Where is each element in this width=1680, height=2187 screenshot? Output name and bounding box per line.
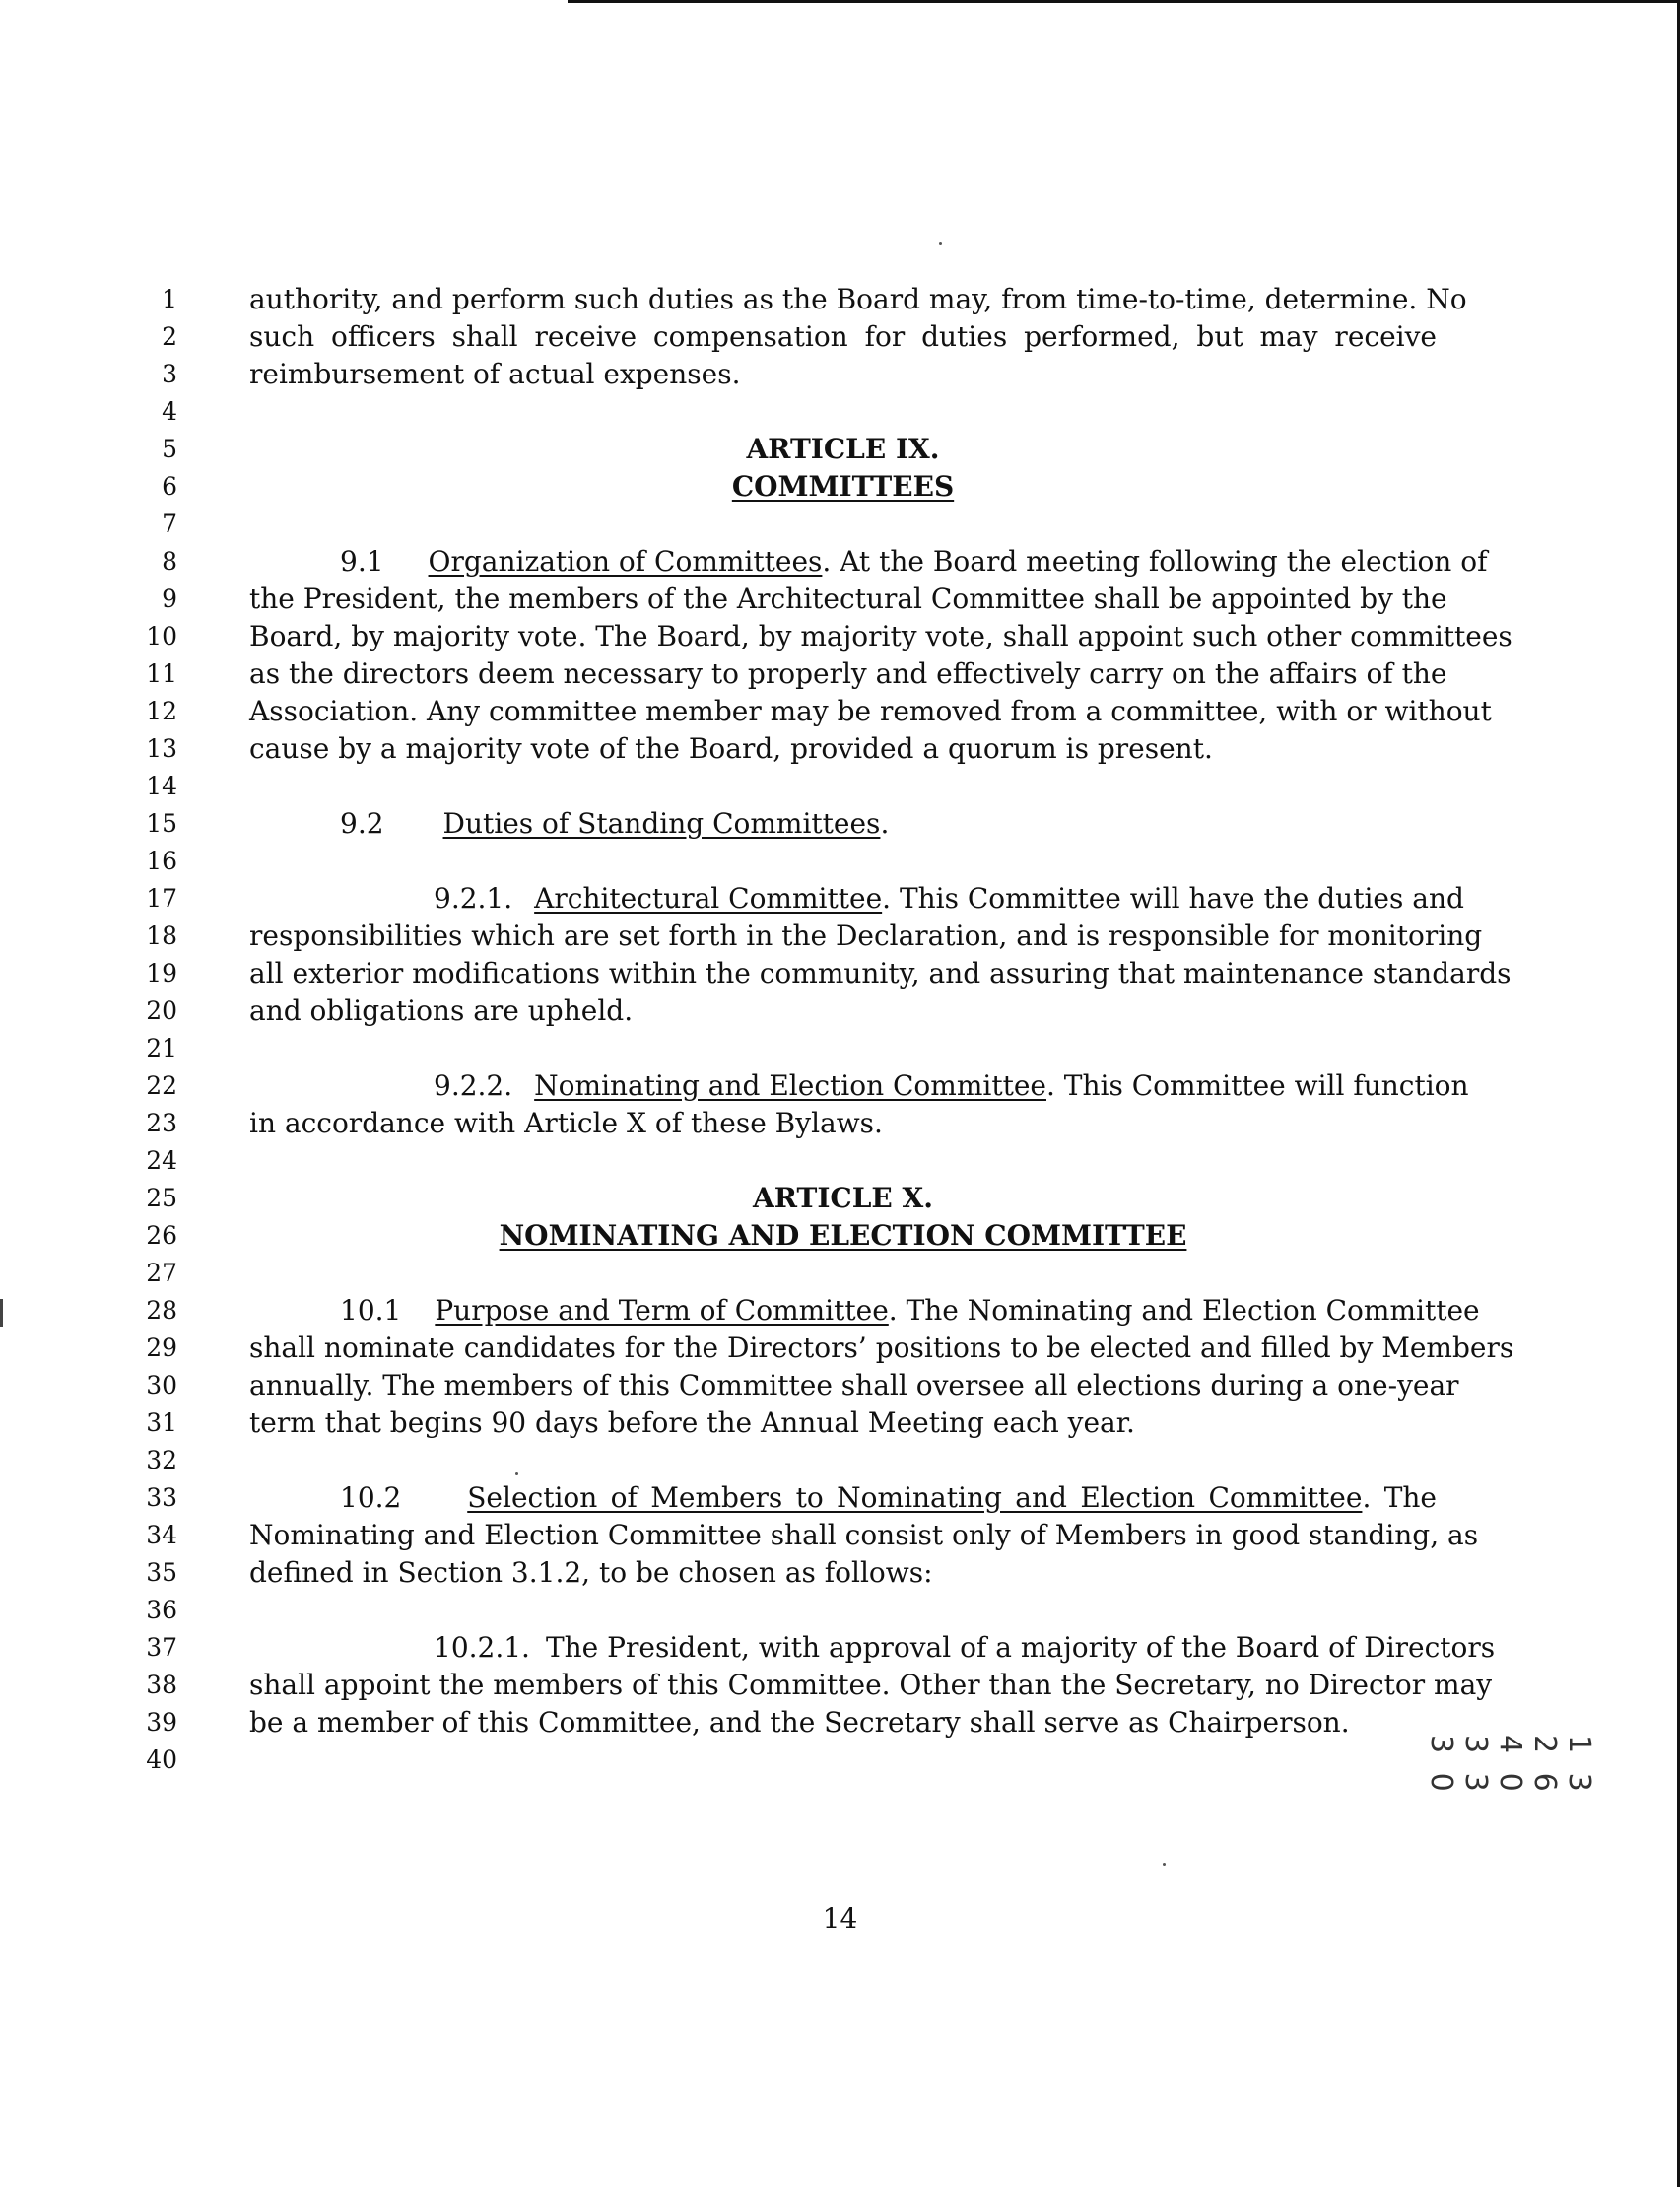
line-number: 3 bbox=[162, 360, 177, 388]
line-number: 10 bbox=[146, 622, 177, 650]
line-number: 39 bbox=[146, 1708, 177, 1737]
line-number: 7 bbox=[162, 510, 177, 538]
para-line: term that begins 90 days before the Annual Meeting each year. bbox=[249, 1406, 1135, 1439]
line-number: 27 bbox=[146, 1259, 177, 1287]
para-line: in accordance with Article X of these Bylaws. bbox=[249, 1107, 883, 1139]
line-number: 9 bbox=[162, 584, 177, 613]
article-10-title: NOMINATING AND ELECTION COMMITTEE bbox=[499, 1219, 1187, 1252]
line-number: 11 bbox=[146, 659, 177, 688]
line-number: 17 bbox=[146, 884, 177, 913]
section-heading: Duties of Standing Committees bbox=[442, 807, 881, 840]
line-number: 8 bbox=[162, 547, 177, 576]
line-number: 4 bbox=[162, 397, 177, 426]
line-number: 33 bbox=[146, 1483, 177, 1512]
section-9-2-line: 9.2 Duties of Standing Committees. bbox=[340, 807, 890, 840]
para-line: annually. The members of this Committee shall oversee all elections during a one-year bbox=[249, 1369, 1459, 1401]
para-line: and obligations are upheld. bbox=[249, 994, 634, 1027]
para-line: as the directors deem necessary to properly and effectively carry on the affairs of the bbox=[249, 657, 1447, 690]
section-number: 9.2.1. bbox=[434, 882, 513, 915]
line-number: 2 bbox=[162, 322, 177, 351]
line-number: 19 bbox=[146, 959, 177, 988]
side-stamp-number: 1 3 2 6 4 0 3 3 3 0 bbox=[1424, 1735, 1596, 1797]
line-number: 14 bbox=[146, 772, 177, 800]
article-9-title: COMMITTEES bbox=[731, 470, 955, 503]
line-number: 40 bbox=[146, 1745, 177, 1774]
line-number: 35 bbox=[146, 1558, 177, 1587]
line-number: 23 bbox=[146, 1109, 177, 1137]
para-line: such officers shall receive compensation for duties performed, but may receive bbox=[249, 320, 1437, 353]
line-number: 25 bbox=[146, 1184, 177, 1212]
section-9-2-2-line-1: 9.2.2. Nominating and Election Committee. This Committee will function bbox=[434, 1069, 1469, 1102]
para-line: be a member of this Committee, and the Secretary shall serve as Chairperson. bbox=[249, 1706, 1350, 1739]
para-line: Nominating and Election Committee shall consist only of Members in good standing, as bbox=[249, 1519, 1479, 1551]
section-10-2-1-line-1: 10.2.1. The President, with approval of a majority of the Board of Directors bbox=[434, 1631, 1496, 1664]
para-line: shall nominate candidates for the Directors’ positions to be elected and filled by Members bbox=[249, 1332, 1514, 1364]
line-number: 21 bbox=[146, 1034, 177, 1062]
section-9-2-1-line-1: 9.2.1. Architectural Committee. This Committee will have the duties and bbox=[434, 882, 1464, 915]
line-number: 24 bbox=[146, 1146, 177, 1175]
para-line: Board, by majority vote. The Board, by majority vote, shall appoint such other committees bbox=[249, 620, 1512, 652]
section-number: 10.2.1. bbox=[434, 1631, 530, 1664]
line-number: 13 bbox=[146, 734, 177, 763]
section-9-1-line-1: 9.1 Organization of Committees. At the Board meeting following the election of bbox=[340, 545, 1488, 578]
section-heading: Architectural Committee bbox=[534, 882, 883, 915]
section-heading: Selection of Members to Nominating and Election Committee bbox=[467, 1481, 1363, 1514]
line-number: 36 bbox=[146, 1596, 177, 1624]
section-10-2-line-1: 10.2 Selection of Members to Nominating and Election Committee. The bbox=[340, 1481, 1437, 1514]
scan-speck bbox=[939, 242, 942, 245]
article-10-number: ARTICLE X. bbox=[753, 1182, 933, 1214]
line-number: 20 bbox=[146, 996, 177, 1025]
line-number: 1 bbox=[162, 285, 177, 313]
line-number: 34 bbox=[146, 1521, 177, 1549]
article-9-number: ARTICLE IX. bbox=[746, 433, 940, 465]
para-line: all exterior modifications within the community, and assuring that maintenance standards bbox=[249, 957, 1512, 990]
line-number: 32 bbox=[146, 1446, 177, 1474]
line-number: 5 bbox=[162, 435, 177, 463]
line-number: 12 bbox=[146, 697, 177, 725]
line-number: 6 bbox=[162, 472, 177, 501]
line-number: 16 bbox=[146, 847, 177, 875]
para-line: authority, and perform such duties as the Board may, from time-to-time, determine. No bbox=[249, 283, 1467, 315]
para-line: the President, the members of the Architectural Committee shall be appointed by the bbox=[249, 582, 1447, 615]
section-heading: Purpose and Term of Committee bbox=[435, 1294, 889, 1327]
line-number: 26 bbox=[146, 1221, 177, 1250]
line-number: 15 bbox=[146, 809, 177, 838]
line-number: 30 bbox=[146, 1371, 177, 1400]
section-10-1-line-1: 10.1 Purpose and Term of Committee. The Nominating and Election Committee bbox=[340, 1294, 1480, 1327]
section-number: 9.1 bbox=[340, 545, 384, 578]
para-line: Association. Any committee member may be removed from a committee, with or without bbox=[249, 695, 1492, 727]
section-number: 10.1 bbox=[340, 1294, 402, 1327]
line-number: 31 bbox=[146, 1408, 177, 1437]
scan-border-top bbox=[568, 0, 1680, 3]
para-line: reimbursement of actual expenses. bbox=[249, 358, 741, 390]
scan-speck bbox=[515, 1472, 518, 1475]
line-number: 29 bbox=[146, 1333, 177, 1362]
section-number: 9.2 bbox=[340, 807, 384, 840]
para-line: shall appoint the members of this Committee. Other than the Secretary, no Director may bbox=[249, 1669, 1493, 1701]
scan-speck bbox=[1163, 1863, 1166, 1866]
section-number: 10.2 bbox=[340, 1481, 402, 1514]
scan-edge-mark bbox=[0, 1299, 3, 1327]
page-number: 14 bbox=[822, 1902, 858, 1935]
line-number: 38 bbox=[146, 1671, 177, 1699]
line-number: 37 bbox=[146, 1633, 177, 1662]
para-line: defined in Section 3.1.2, to be chosen as follows: bbox=[249, 1556, 933, 1589]
section-heading: Nominating and Election Committee bbox=[534, 1069, 1046, 1102]
section-heading: Organization of Committees bbox=[428, 545, 823, 578]
line-number: 18 bbox=[146, 922, 177, 950]
para-line: cause by a majority vote of the Board, provided a quorum is present. bbox=[249, 732, 1213, 765]
line-number: 22 bbox=[146, 1071, 177, 1100]
para-line: responsibilities which are set forth in the Declaration, and is responsible for monitoring bbox=[249, 920, 1483, 952]
line-number: 28 bbox=[146, 1296, 177, 1325]
section-number: 9.2.2. bbox=[434, 1069, 513, 1102]
